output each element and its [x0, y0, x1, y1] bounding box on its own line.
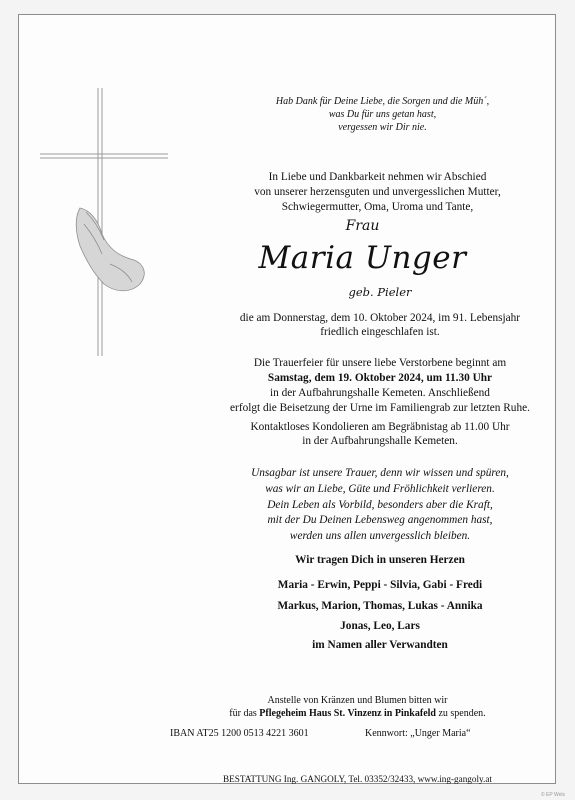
bank-details	[170, 728, 490, 739]
condolence-line: Kontaktloses Kondolieren am Begräbnistag ab 11.00 Uhr	[250, 421, 510, 433]
poem	[185, 466, 575, 545]
announcement-line: Schwiegermutter, Oma, Uroma und Tante,	[281, 201, 474, 213]
verse-line: vergessen wir Dir nie.	[338, 122, 427, 133]
funeral-line: Die Trauerfeier für unsere liebe Verstorbene beginnt am	[253, 357, 507, 369]
donation-line: Anstelle von Kränzen und Blumen bitten wir	[267, 695, 448, 706]
maiden-name: geb. Pieler	[348, 285, 412, 299]
poem-line: Unsagbar ist unsere Trauer, denn wir wissen und spüren,	[251, 467, 509, 479]
funeral-line: erfolgt die Beisetzung der Urne im Familiengrab zur letzten Ruhe.	[230, 402, 530, 414]
funeral-info	[185, 356, 575, 416]
donation-recipient: Pflegeheim Haus St. Vinzenz in Pinkafeld	[259, 708, 436, 719]
announcement-line: von unserer herzensguten und unvergesslichen Mutter,	[254, 186, 501, 198]
funeral-home-footer: BESTATTUNG Ing. GANGOLY, Tel. 03352/32433, www.ing-gangoly.at	[223, 774, 492, 784]
funeral-line: in der Aufbahrungshalle Kemeten. Anschließend	[270, 387, 490, 399]
donation-prefix: für das	[229, 708, 260, 719]
donation-suffix: zu spenden.	[435, 708, 486, 719]
announcement-line: In Liebe und Dankbarkeit nehmen wir Abschied	[268, 171, 487, 183]
death-notice-line: die am Donnerstag, dem 10. Oktober 2024, im 91. Lebensjahr	[239, 312, 521, 324]
death-notice-line: friedlich eingeschlafen ist.	[320, 326, 440, 338]
family-names	[185, 575, 575, 637]
deceased-name: Maria Unger	[258, 240, 467, 276]
corner-mark: © EP Wels	[540, 792, 565, 798]
intro-verse	[190, 95, 575, 134]
salutation: Frau	[345, 218, 380, 234]
poem-line: Dein Leben als Vorbild, besonders aber die Kraft,	[267, 498, 493, 511]
death-notice	[185, 311, 575, 339]
hearts-line: Wir tragen Dich in unseren Herzen	[295, 554, 465, 566]
condolence-info	[185, 420, 575, 448]
family-line: Markus, Marion, Thomas, Lukas - Annika	[277, 599, 483, 612]
relatives-line: im Namen aller Verwandten	[312, 639, 448, 651]
poem-line: mit der Du Deinen Lebensweg angenommen hast,	[267, 514, 493, 527]
condolence-line: in der Aufbahrungshalle Kemeten.	[302, 435, 458, 447]
iban: IBAN AT25 1200 0513 4221 3601	[170, 728, 309, 739]
donation-request	[140, 694, 575, 720]
donation-line	[140, 707, 575, 720]
family-line: Maria - Erwin, Peppi - Silvia, Gabi - Fredi	[277, 579, 483, 591]
verse-line: was Du für uns getan hast,	[328, 109, 437, 120]
donation-keyword: Kennwort: „Unger Maria“	[365, 728, 471, 739]
family-line: Jonas, Leo, Lars	[340, 620, 420, 632]
verse-line: Hab Dank für Deine Liebe, die Sorgen und die Müh´,	[275, 96, 490, 107]
poem-line: werden uns allen unvergesslich bleiben.	[289, 530, 471, 543]
poem-line: was wir an Liebe, Güte und Fröhlichkeit verlieren.	[265, 482, 495, 495]
announcement	[180, 170, 575, 215]
funeral-date-time: Samstag, dem 19. Oktober 2024, um 11.30 Uhr	[267, 372, 493, 384]
